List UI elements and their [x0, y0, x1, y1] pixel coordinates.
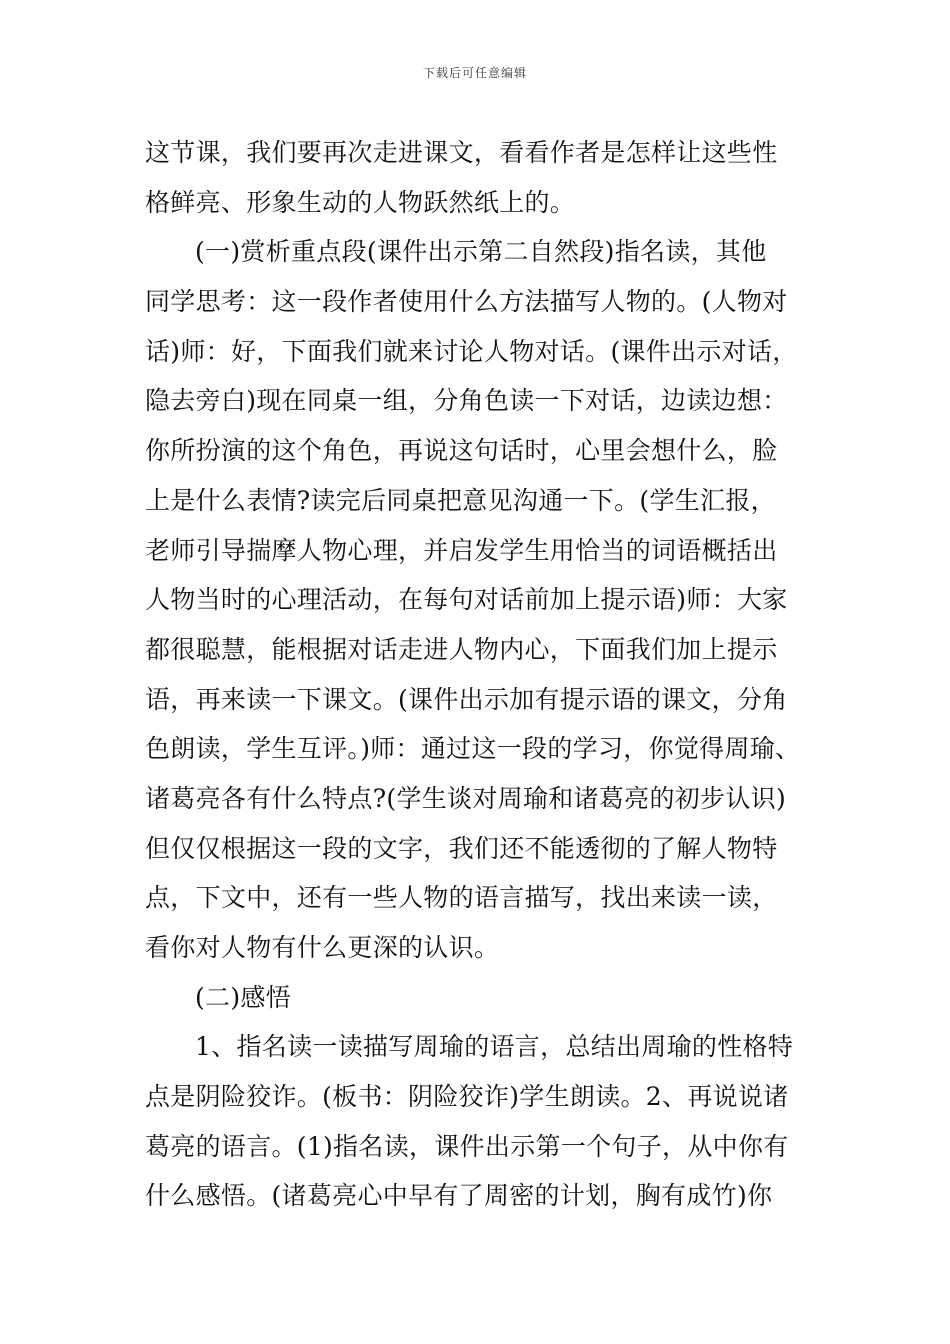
document-body — [145, 128, 815, 1221]
text-line: 什么感悟。(诸葛亮心中早有了周密的计划，胸有成竹)你 — [145, 1181, 773, 1211]
text-line: 但仅仅根据这一段的文字，我们还不能透彻的了解人物特 — [145, 833, 778, 863]
text-line: 1、指名读一读描写周瑜的语言，总结出周瑜的性格特 — [195, 1032, 794, 1062]
text-line: 语，再来读一下课文。(课件出示加有提示语的课文，分角 — [145, 684, 788, 714]
text-line: 格鲜亮、形象生动的人物跃然纸上的。 — [145, 187, 576, 217]
page-header: 下载后可任意编辑 — [422, 66, 527, 80]
text-line: (二)感悟 — [195, 982, 292, 1012]
text-line: 你所扮演的这个角色，再说这句话时，心里会想什么，脸 — [145, 436, 778, 466]
text-line: 点是阴险狡诈。(板书：阴险狡诈)学生朗读。2、再说说诸 — [145, 1082, 789, 1112]
text-line: 看你对人物有什么更深的认识。 — [145, 933, 500, 962]
text-line: 人物当时的心理活动，在每句对话前加上提示语)师：大家 — [145, 585, 788, 615]
text-line: 同学思考：这一段作者使用什么方法描写人物的。(人物对 — [145, 287, 788, 317]
text-line: 老师引导揣摩人物心理，并启发学生用恰当的词语概括出 — [145, 535, 778, 565]
text-line: 隐去旁白)现在同桌一组，分角色读一下对话，边读边想： — [145, 386, 788, 416]
text-line: 都很聪慧，能根据对话走进人物内心，下面我们加上提示 — [145, 634, 778, 664]
text-line: 话)师：好，下面我们就来讨论人物对话。(课件出示对话， — [145, 336, 798, 366]
text-line: 这节课，我们要再次走进课文，看看作者是怎样让这些性 — [145, 138, 778, 167]
text-line: 葛亮的语言。(1)指名读，课件出示第一个句子，从中你有 — [145, 1131, 789, 1161]
text-line: 诸葛亮各有什么特点?(学生谈对周瑜和诸葛亮的初步认识) — [145, 783, 787, 813]
text-line: 色朗读，学生互评。)师：通过这一段的学习，你觉得周瑜、 — [145, 734, 801, 764]
text-line: 上是什么表情?读完后同桌把意见沟通一下。(学生汇报， — [145, 485, 776, 515]
text-line: (一)赏析重点段(课件出示第二自然段)指名读，其他 — [195, 237, 767, 267]
text-line: 点，下文中，还有一些人物的语言描写，找出来读一读， — [145, 883, 778, 913]
